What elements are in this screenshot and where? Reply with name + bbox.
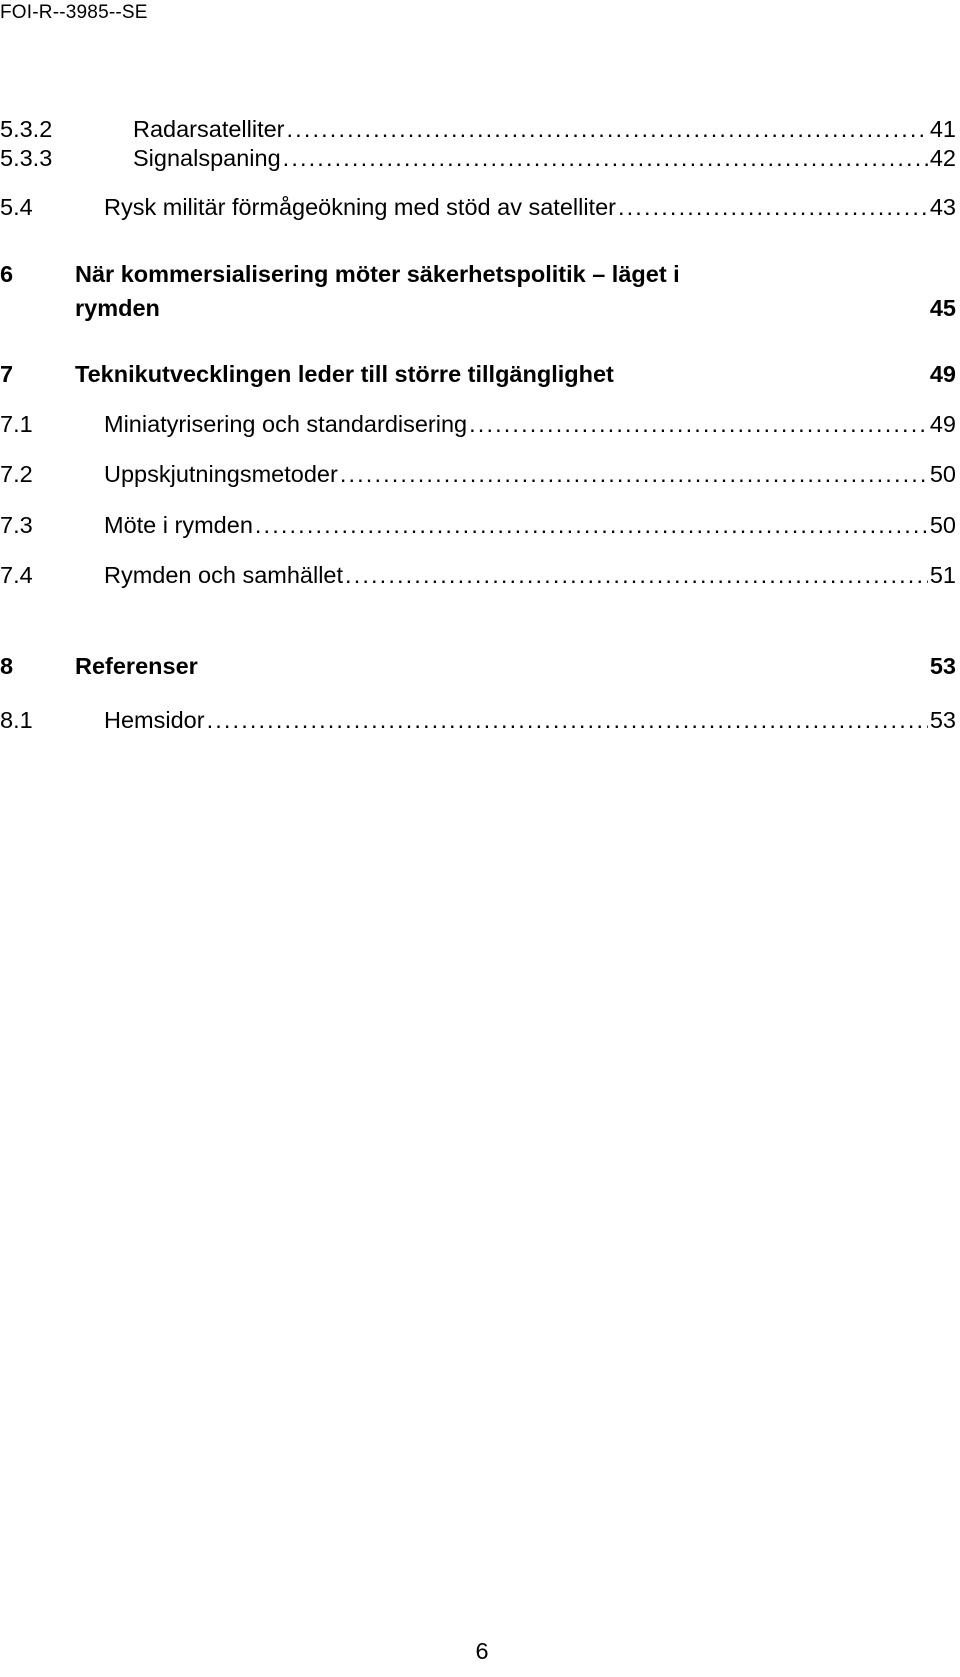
toc-entry-page: 49	[929, 361, 956, 387]
toc-entry-title: Teknikutvecklingen leder till större tillgänglighet	[75, 361, 614, 387]
toc-entry-title-continued: rymden	[75, 295, 160, 321]
toc-entry-number: 5.4	[0, 194, 33, 220]
dot-leader	[345, 560, 928, 590]
page-number-label: 6	[475, 1638, 489, 1664]
toc-entry-number: 7.3	[0, 512, 33, 538]
page-number	[0, 1638, 960, 1665]
toc-entry-page: 53	[929, 653, 956, 679]
toc-entry-title: Radarsatelliter	[133, 116, 285, 142]
toc-entry-number: 7.4	[0, 562, 33, 588]
dot-leader	[469, 409, 928, 439]
toc-entry-number: 8	[0, 653, 14, 679]
toc-entry-title: Signalspaning	[133, 145, 281, 171]
toc-entry-title: Uppskjutningsmetoder	[104, 461, 338, 487]
toc-entry-page: 53	[929, 707, 956, 733]
toc-entry-page: 49	[929, 411, 956, 437]
dot-leader	[207, 705, 928, 735]
dot-leader	[283, 143, 928, 173]
toc-entry-page: 45	[929, 295, 956, 321]
toc-entry-number: 8.1	[0, 707, 33, 733]
toc-entry-title: När kommersialisering möter säkerhetspolitik – läget i	[75, 261, 680, 287]
toc-entry-number: 7	[0, 361, 14, 387]
toc-entry-title: Hemsidor	[104, 707, 205, 733]
dot-leader	[340, 459, 928, 489]
toc-entry-6[interactable]	[0, 259, 956, 323]
toc-entry-number: 7.2	[0, 461, 33, 487]
dot-leader	[618, 192, 928, 222]
toc-entry-number: 5.3.2	[0, 116, 53, 142]
toc-entry-page: 51	[929, 562, 956, 588]
toc-entry-title: Rymden och samhället	[104, 562, 344, 588]
toc-entry-page: 50	[929, 461, 956, 487]
toc-entry-title: Referenser	[75, 653, 198, 679]
toc-entry-page: 50	[929, 512, 956, 538]
toc-entry-page: 41	[929, 116, 956, 142]
toc-entry-title: Möte i rymden	[104, 512, 253, 538]
dot-leader	[287, 114, 928, 144]
toc-entry-title: Rysk militär förmågeökning med stöd av satelliter	[104, 194, 616, 220]
toc-entry-title: Miniatyrisering och standardisering	[104, 411, 468, 437]
dot-leader	[255, 510, 928, 540]
document-id: FOI-R--3985--SE	[0, 2, 148, 23]
toc-entry-number: 6	[0, 261, 14, 287]
toc-entry-page: 42	[929, 145, 956, 171]
toc-entry-number: 5.3.3	[0, 145, 53, 171]
toc-entry-number: 7.1	[0, 411, 33, 437]
toc-entry-page: 43	[929, 194, 956, 220]
